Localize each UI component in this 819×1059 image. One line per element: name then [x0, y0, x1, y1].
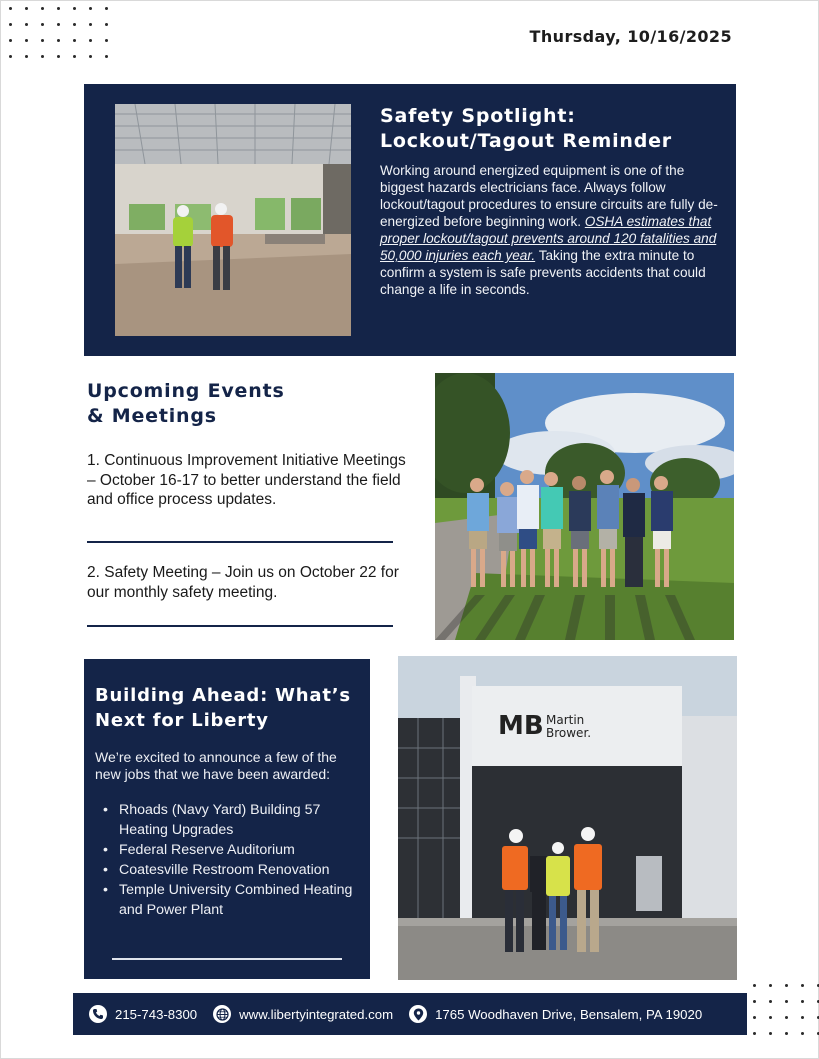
- decorative-dot-grid: [753, 984, 819, 1036]
- martin-brower-logo-text: Brower.: [546, 726, 592, 740]
- martin-brower-logo-mark: MB: [498, 711, 544, 741]
- heading-line: Upcoming Events: [87, 380, 285, 402]
- building-ahead-intro: We’re excited to announce a few of the new jobs that we have been awarded:: [95, 749, 337, 782]
- contact-footer: [73, 993, 747, 1035]
- building-ahead-title: [95, 683, 367, 733]
- street-address: 1765 Woodhaven Drive, Bensalem, PA 19020: [435, 1006, 703, 1022]
- phone-number: 215-743-8300: [115, 1006, 198, 1022]
- issue-date: Thursday, 10/16/2025: [529, 27, 732, 46]
- footer-address[interactable]: [409, 1005, 702, 1023]
- footer-phone[interactable]: [89, 1005, 197, 1023]
- event-item: 1. Continuous Improvement Initiative Meetings – October 16-17 to better understand the field and office process updates.: [87, 452, 406, 508]
- team-golf-photo: [435, 373, 734, 640]
- warehouse-workers-photo: [115, 104, 351, 336]
- list-item: • Temple University Combined Heating and Power Plant: [95, 880, 367, 920]
- safety-spotlight-text: [380, 162, 720, 298]
- martin-brower-logo-text: Martin: [546, 713, 585, 727]
- events-heading: [87, 379, 407, 429]
- list-item: • Rhoads (Navy Yard) Building 57 Heating Upgrades: [95, 800, 367, 840]
- martin-brower-site-photo: [398, 656, 737, 980]
- awarded-jobs-list: [95, 800, 367, 920]
- osha-statistic-link[interactable]: OSHA estimates that proper lockout/tagout prevents around 120 fatalities and 50,000 injuries each year.: [380, 214, 717, 263]
- title-line: Building Ahead: What’s: [95, 685, 351, 706]
- safety-spotlight-section: [84, 84, 736, 356]
- list-item: • Federal Reserve Auditorium: [95, 840, 367, 860]
- footer-website[interactable]: [213, 1005, 393, 1023]
- building-ahead-section: [84, 659, 370, 979]
- divider: [87, 541, 393, 543]
- event-item: 2. Safety Meeting – Join us on October 22 for our monthly safety meeting.: [87, 564, 399, 601]
- safety-spotlight-title: [380, 104, 720, 154]
- location-pin-icon: [409, 1005, 427, 1023]
- list-item: • Coatesville Restroom Renovation: [95, 860, 367, 880]
- body-text: Working around energized equipment is one of the biggest hazards electricians face. Always follow lockout/tagout procedures to ensure circuits are fully de-energized before beginning work.: [380, 163, 718, 229]
- divider: [112, 958, 342, 960]
- title-line: Next for Liberty: [95, 710, 269, 731]
- heading-line: & Meetings: [87, 405, 217, 427]
- phone-icon: [89, 1005, 107, 1023]
- website-url: www.libertyintegrated.com: [239, 1006, 394, 1022]
- divider: [87, 625, 393, 627]
- body-text: Taking the extra minute to confirm a system is safe prevents accidents that could change a life in seconds.: [380, 248, 706, 297]
- decorative-dot-grid: [9, 7, 109, 59]
- globe-icon: [213, 1005, 231, 1023]
- title-line: Safety Spotlight:: [380, 105, 576, 127]
- title-line: Lockout/Tagout Reminder: [380, 130, 672, 152]
